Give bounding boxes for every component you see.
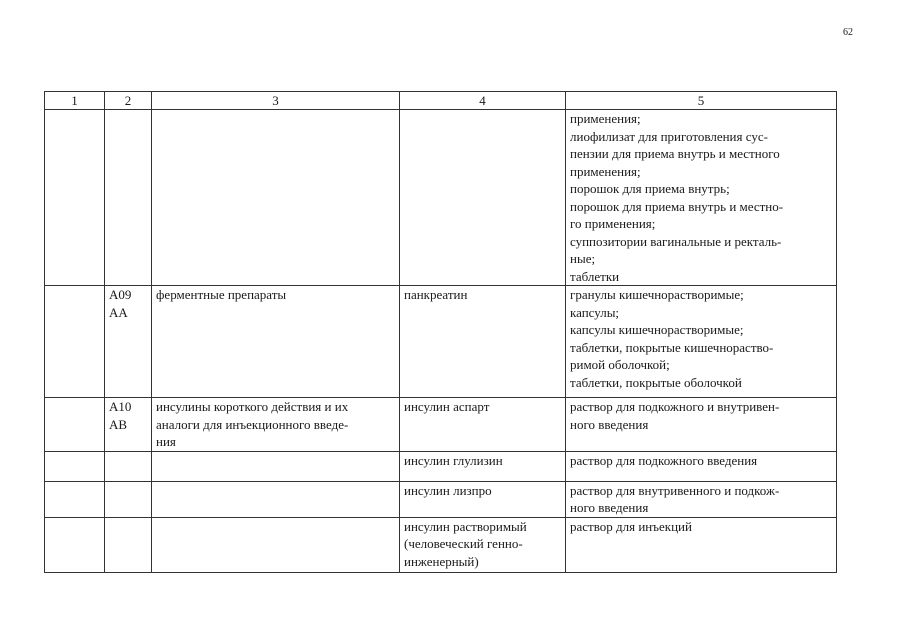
cell-line: пензии для приема внутрь и местного [570, 146, 780, 161]
cell-line: раствор для подкожного введения [570, 452, 758, 468]
table-cell-col1 [45, 398, 105, 452]
cell-line: панкреатин [404, 287, 468, 302]
cell-line: раствор для подкожного и внутривен- [570, 399, 780, 414]
table-cell-col5 [566, 481, 837, 517]
header-cell-2: 2 [105, 92, 152, 110]
table-cell-col3 [152, 398, 400, 452]
table-cell-col3 [152, 110, 400, 286]
cell-line: порошок для приема внутрь и местно- [570, 198, 784, 214]
cell-line: порошок для приема внутрь; [570, 181, 730, 196]
table-cell-col2 [105, 517, 152, 572]
table-cell-col1 [45, 481, 105, 517]
cell-line: римой оболочкой; [570, 357, 670, 372]
cell-line: АВ [109, 416, 128, 432]
cell-line: ные; [570, 251, 596, 266]
table-header-row [45, 92, 837, 110]
header-cell-1: 1 [45, 92, 105, 110]
table-cell-col5 [566, 451, 837, 481]
table-cell-col4 [400, 286, 566, 398]
table-row [45, 286, 837, 398]
cell-line: раствор для инъекций [570, 518, 692, 534]
cell-line: А10 [109, 399, 132, 414]
cell-line: ного введения [570, 500, 649, 515]
cell-line: аналоги для инъекционного введе- [156, 416, 349, 432]
header-cell-3: 3 [152, 92, 400, 110]
table-cell-col3 [152, 481, 400, 517]
medication-table [44, 91, 837, 573]
table-cell-col3 [152, 286, 400, 398]
header-cell-4: 4 [400, 92, 566, 110]
cell-line: инсулин растворимый [404, 518, 527, 534]
table-cell-col4 [400, 110, 566, 286]
table-row [45, 398, 837, 452]
cell-line: суппозитории вагинальные и ректаль- [570, 233, 782, 249]
table-cell-col5 [566, 286, 837, 398]
table-cell-col3 [152, 451, 400, 481]
cell-line: капсулы кишечнорастворимые; [570, 322, 744, 337]
cell-line: гранулы кишечнорастворимые; [570, 287, 744, 302]
cell-line: применения; [570, 163, 641, 179]
cell-line: инсулин аспарт [404, 399, 490, 414]
table-cell-col4 [400, 481, 566, 517]
cell-line: капсулы; [570, 304, 620, 320]
table-row [45, 110, 837, 286]
cell-line: ферментные препараты [156, 287, 287, 302]
cell-line: таблетки, покрытые кишечнораство- [570, 339, 774, 355]
table-cell-col4 [400, 451, 566, 481]
table-cell-col5 [566, 517, 837, 572]
cell-line: инсулин лизпро [404, 482, 492, 498]
cell-line: раствор для внутривенного и подкож- [570, 482, 780, 498]
table-cell-col2 [105, 481, 152, 517]
cell-line: (человеческий генно- [404, 536, 523, 551]
header-cell-5: 5 [566, 92, 837, 110]
table-row [45, 481, 837, 517]
cell-line: ния [156, 434, 176, 449]
cell-line: инсулины короткого действия и их [156, 399, 349, 414]
table-cell-col4 [400, 398, 566, 452]
cell-line: АА [109, 304, 128, 320]
table-cell-col2 [105, 286, 152, 398]
table-row [45, 451, 837, 481]
cell-line: ного введения [570, 416, 649, 432]
table-cell-col3 [152, 517, 400, 572]
cell-line: инсулин глулизин [404, 452, 503, 468]
cell-line: го применения; [570, 216, 656, 231]
table-row [45, 517, 837, 572]
cell-line: таблетки [570, 268, 620, 284]
table-cell-col5 [566, 398, 837, 452]
cell-line: применения; [570, 111, 641, 126]
table-cell-col4 [400, 517, 566, 572]
table-cell-col1 [45, 451, 105, 481]
table-body [45, 110, 837, 573]
cell-line: лиофилизат для приготовления сус- [570, 128, 768, 144]
page-number: 62 [843, 27, 853, 38]
cell-line: таблетки, покрытые оболочкой [570, 374, 742, 390]
cell-line: инженерный) [404, 553, 479, 569]
table-cell-col2 [105, 451, 152, 481]
table-cell-col1 [45, 517, 105, 572]
table-cell-col1 [45, 110, 105, 286]
table-cell-col1 [45, 286, 105, 398]
table-cell-col2 [105, 398, 152, 452]
table-cell-col2 [105, 110, 152, 286]
table-cell-col5 [566, 110, 837, 286]
cell-line: А09 [109, 287, 132, 302]
